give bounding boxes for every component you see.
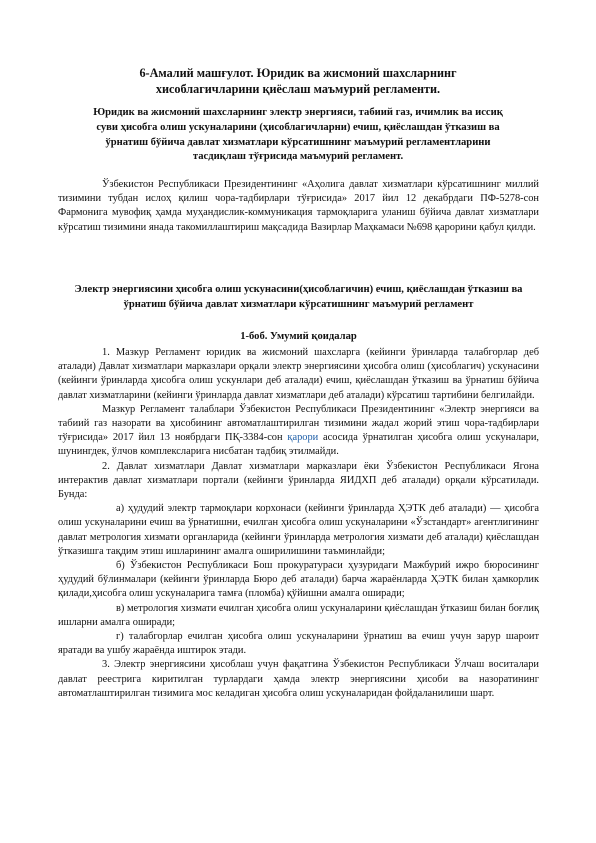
paragraph-1: 1. Мазкур Регламент юридик ва жисмоний шахсларга (кейинги ўринларда талабгорлар деб аталади) Давлат хизматлари марказлари орқали электр энергиясини ҳисобга олиш (ҳисоблагич) ускунасини (кейинги ўринларда ҳисобга олиш ускунлари деб аталади) ечиш, қиёслашдан ўтказиш ва ўрнатиш бўйича давлат хизматларини (кейинги ўринларда давлат хизматлари деб аталади) кўрсатиш тартибини белгилайди. [58,347,539,401]
decree-link[interactable]: қарори [287,432,319,444]
intro-paragraph: Ўзбекистон Республикаси Президентининг «Аҳолига давлат хизматлари кўрсатишнинг миллий тизимини тубдан ислоҳ қилиш чора-тадбирлари тўғрисида» 2017 йил 12 декабрдаги ПФ-5278-сон Фармонига мувофиқ ҳамда муҳандислик-коммуникация тармоқларига уланиш бўйича давлат хизматлари кўрсатиш тизимини янада такомиллаштириш мақсадида Вазирлар Маҳкамаси №698 қарорини қабул қилди. [58,179,539,233]
section-title: Электр энергиясини ҳисобга олиш ускунасини(ҳисоблагичин) ечиш, қиёслашдан ўтказиш ва ўрнатиш бўйича давлат хизматлари кўрсатишнинг маъмурий регламент [74,284,523,310]
paragraph-item-g: г) талабгорлар ечилган ҳисобга олиш ускуналарини ўрнатиш ва ечиш учун зарур шароит яратади ва ушбу жараёнда иштирок этади. [58,631,539,657]
paragraph-item-a: а) ҳудудий электр тармоқлари корхонаси (кейинги ўринларда ҲЭТК деб аталади) — ҳисобга олиш ускуналарини ечиш ва ўрнатишни, ечилган ҳисобга олиш ускуналарини «Ўзстандарт» агентлигининг давлат метрология хизмати органларида (кейинги ўринларда метрология хизмати деб аталади) қиёслашдан ўтказишга тақдим этиш ишларининг амалга оширилишини таъминлайди; [58,503,539,557]
paragraph-2-text-start: Мазкур Регламент талаблари Ўзбекистон Республикаси Президентининг «Электр энергияси ва табиий газ назорати ва ҳисобининг автоматлаштирилган тизимини жадал жорий этиш чора-тадбирлари тўғрисида» 2017 йил 13 ноябрдаги ПҚ-3384-сон [58,403,539,444]
paragraph-2-text-end: асосида ўрнатилган ҳисобга олиш ускуналари, шунингдек, ўлчов комплексларига нисбатан тадбиқ этилмайди. [58,432,539,458]
document-title: 6-Амалий машғулот. Юридик ва жисмоний шахсларнинг хисоблагичларини қиёслаш маъмурий регламенти. [139,66,457,96]
paragraph-4: 3. Электр энергиясини ҳисоблаш учун фақатгина Ўзбекистон Республикаси Ўлчаш воситалари давлат реестрига киритилган турлардаги ҳамда электр энергиясини ҳисоби ва назоратининг автоматлаштирилган тизимига мос келадиган ҳисобга олиш ускуналаридан фойдаланилиши шарт. [58,659,539,699]
paragraph-item-b: б) Ўзбекистон Республикаси Бош прокуратураси ҳузуридаги Мажбурий ижро бюросининг ҳудудий бўлинмалари (кейинги ўринларда Бюро деб аталади) барча жараёнларда ҲЭТК билан ҳамкорлик қилади,ҳисобга олиш ускуналарига тамға (пломба) қўйишни амалга оширади; [58,560,539,600]
paragraph-3: 2. Давлат хизматлари Давлат хизматлари марказлари ёки Ўзбекистон Республикаси Ягона интерактив давлат хизматлари портали (кейинги ўринларда ЯИДХП деб аталади) орқали кўрсатилади. Бунда: [58,460,539,501]
regulation-body [58,346,539,701]
chapter-title: 1-боб. Умумий қоидалар [240,331,357,342]
paragraph-2 [58,403,539,460]
paragraph-item-v: в) метрология хизмати ечилган ҳисобга олиш ускуналарини қиёслашдан ўтказиш билан боғлиқ ишларни амалга оширади; [58,602,539,628]
document-subtitle: Юридик ва жисмоний шахсларнинг электр энергияси, табиий газ, ичимлик ва иссиқ суви ҳисобга олиш ускуналарини (ҳисоблагичларни) ечиш, қиёслашдан ўтказиш ва ўрнатиш бўйича давлат хизматлари кўрсатишнинг маъмурий регламентларини тасдиқлаш тўғрисида маъмурий регламент. [93,107,503,163]
